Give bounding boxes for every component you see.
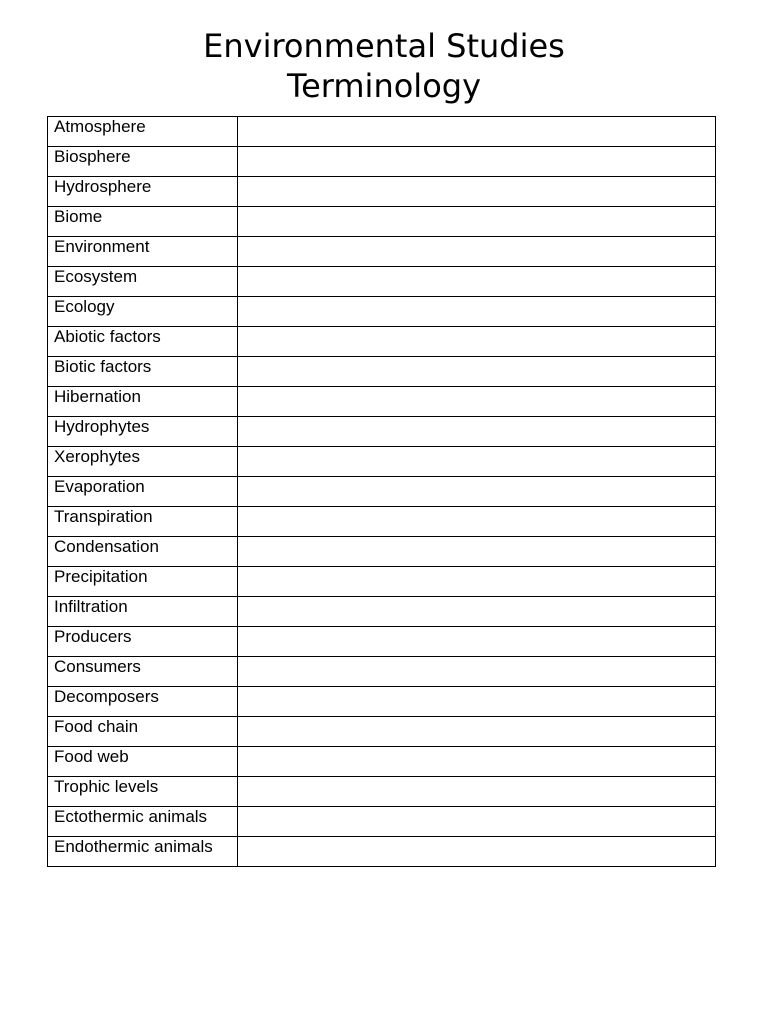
term-cell: Hydrophytes: [48, 417, 238, 447]
term-cell: Ecology: [48, 297, 238, 327]
table-row: [48, 387, 716, 417]
table-row: [48, 417, 716, 447]
page-title-line-2: Terminology: [286, 67, 482, 105]
term-cell: Ectothermic animals: [48, 807, 238, 837]
table-row: [48, 447, 716, 477]
definition-cell: [238, 387, 716, 417]
table-row: [48, 567, 716, 597]
definition-cell: [238, 597, 716, 627]
definition-cell: [238, 657, 716, 687]
definition-cell: [238, 837, 716, 867]
definition-cell: [238, 297, 716, 327]
term-cell: Biosphere: [48, 147, 238, 177]
term-cell: Hibernation: [48, 387, 238, 417]
term-cell: Trophic levels: [48, 777, 238, 807]
page-title: [0, 26, 768, 106]
term-cell: Endothermic animals: [48, 837, 238, 867]
definition-cell: [238, 777, 716, 807]
table-row: [48, 597, 716, 627]
definition-cell: [238, 117, 716, 147]
term-cell: Food web: [48, 747, 238, 777]
term-cell: Hydrosphere: [48, 177, 238, 207]
page-title-line-1: Environmental Studies: [203, 27, 565, 65]
term-cell: Transpiration: [48, 507, 238, 537]
term-cell: Evaporation: [48, 477, 238, 507]
definition-cell: [238, 747, 716, 777]
term-cell: Decomposers: [48, 687, 238, 717]
definition-cell: [238, 417, 716, 447]
table-row: [48, 687, 716, 717]
table-row: [48, 747, 716, 777]
term-cell: Producers: [48, 627, 238, 657]
term-cell: Ecosystem: [48, 267, 238, 297]
table-row: [48, 537, 716, 567]
term-cell: Environment: [48, 237, 238, 267]
table-row: [48, 237, 716, 267]
definition-cell: [238, 207, 716, 237]
table-row: [48, 627, 716, 657]
definition-cell: [238, 567, 716, 597]
term-cell: Food chain: [48, 717, 238, 747]
definition-cell: [238, 237, 716, 267]
definition-cell: [238, 717, 716, 747]
term-cell: Abiotic factors: [48, 327, 238, 357]
table-row: [48, 147, 716, 177]
table-row: [48, 657, 716, 687]
table-row: [48, 267, 716, 297]
table-row: [48, 357, 716, 387]
definition-cell: [238, 687, 716, 717]
definition-cell: [238, 327, 716, 357]
term-cell: Infiltration: [48, 597, 238, 627]
definition-cell: [238, 537, 716, 567]
table-row: [48, 177, 716, 207]
term-cell: Atmosphere: [48, 117, 238, 147]
table-row: [48, 717, 716, 747]
table-row: [48, 117, 716, 147]
definition-cell: [238, 267, 716, 297]
term-cell: Consumers: [48, 657, 238, 687]
definition-cell: [238, 147, 716, 177]
table-row: [48, 477, 716, 507]
term-cell: Biome: [48, 207, 238, 237]
term-cell: Biotic factors: [48, 357, 238, 387]
definition-cell: [238, 477, 716, 507]
table-row: [48, 807, 716, 837]
term-cell: Xerophytes: [48, 447, 238, 477]
term-cell: Condensation: [48, 537, 238, 567]
table-row: [48, 837, 716, 867]
table-row: [48, 777, 716, 807]
definition-cell: [238, 807, 716, 837]
table-row: [48, 507, 716, 537]
definition-cell: [238, 357, 716, 387]
table-row: [48, 207, 716, 237]
table-row: [48, 327, 716, 357]
table-row: [48, 297, 716, 327]
definition-cell: [238, 507, 716, 537]
terminology-table: [47, 116, 716, 867]
definition-cell: [238, 177, 716, 207]
definition-cell: [238, 627, 716, 657]
term-cell: Precipitation: [48, 567, 238, 597]
definition-cell: [238, 447, 716, 477]
